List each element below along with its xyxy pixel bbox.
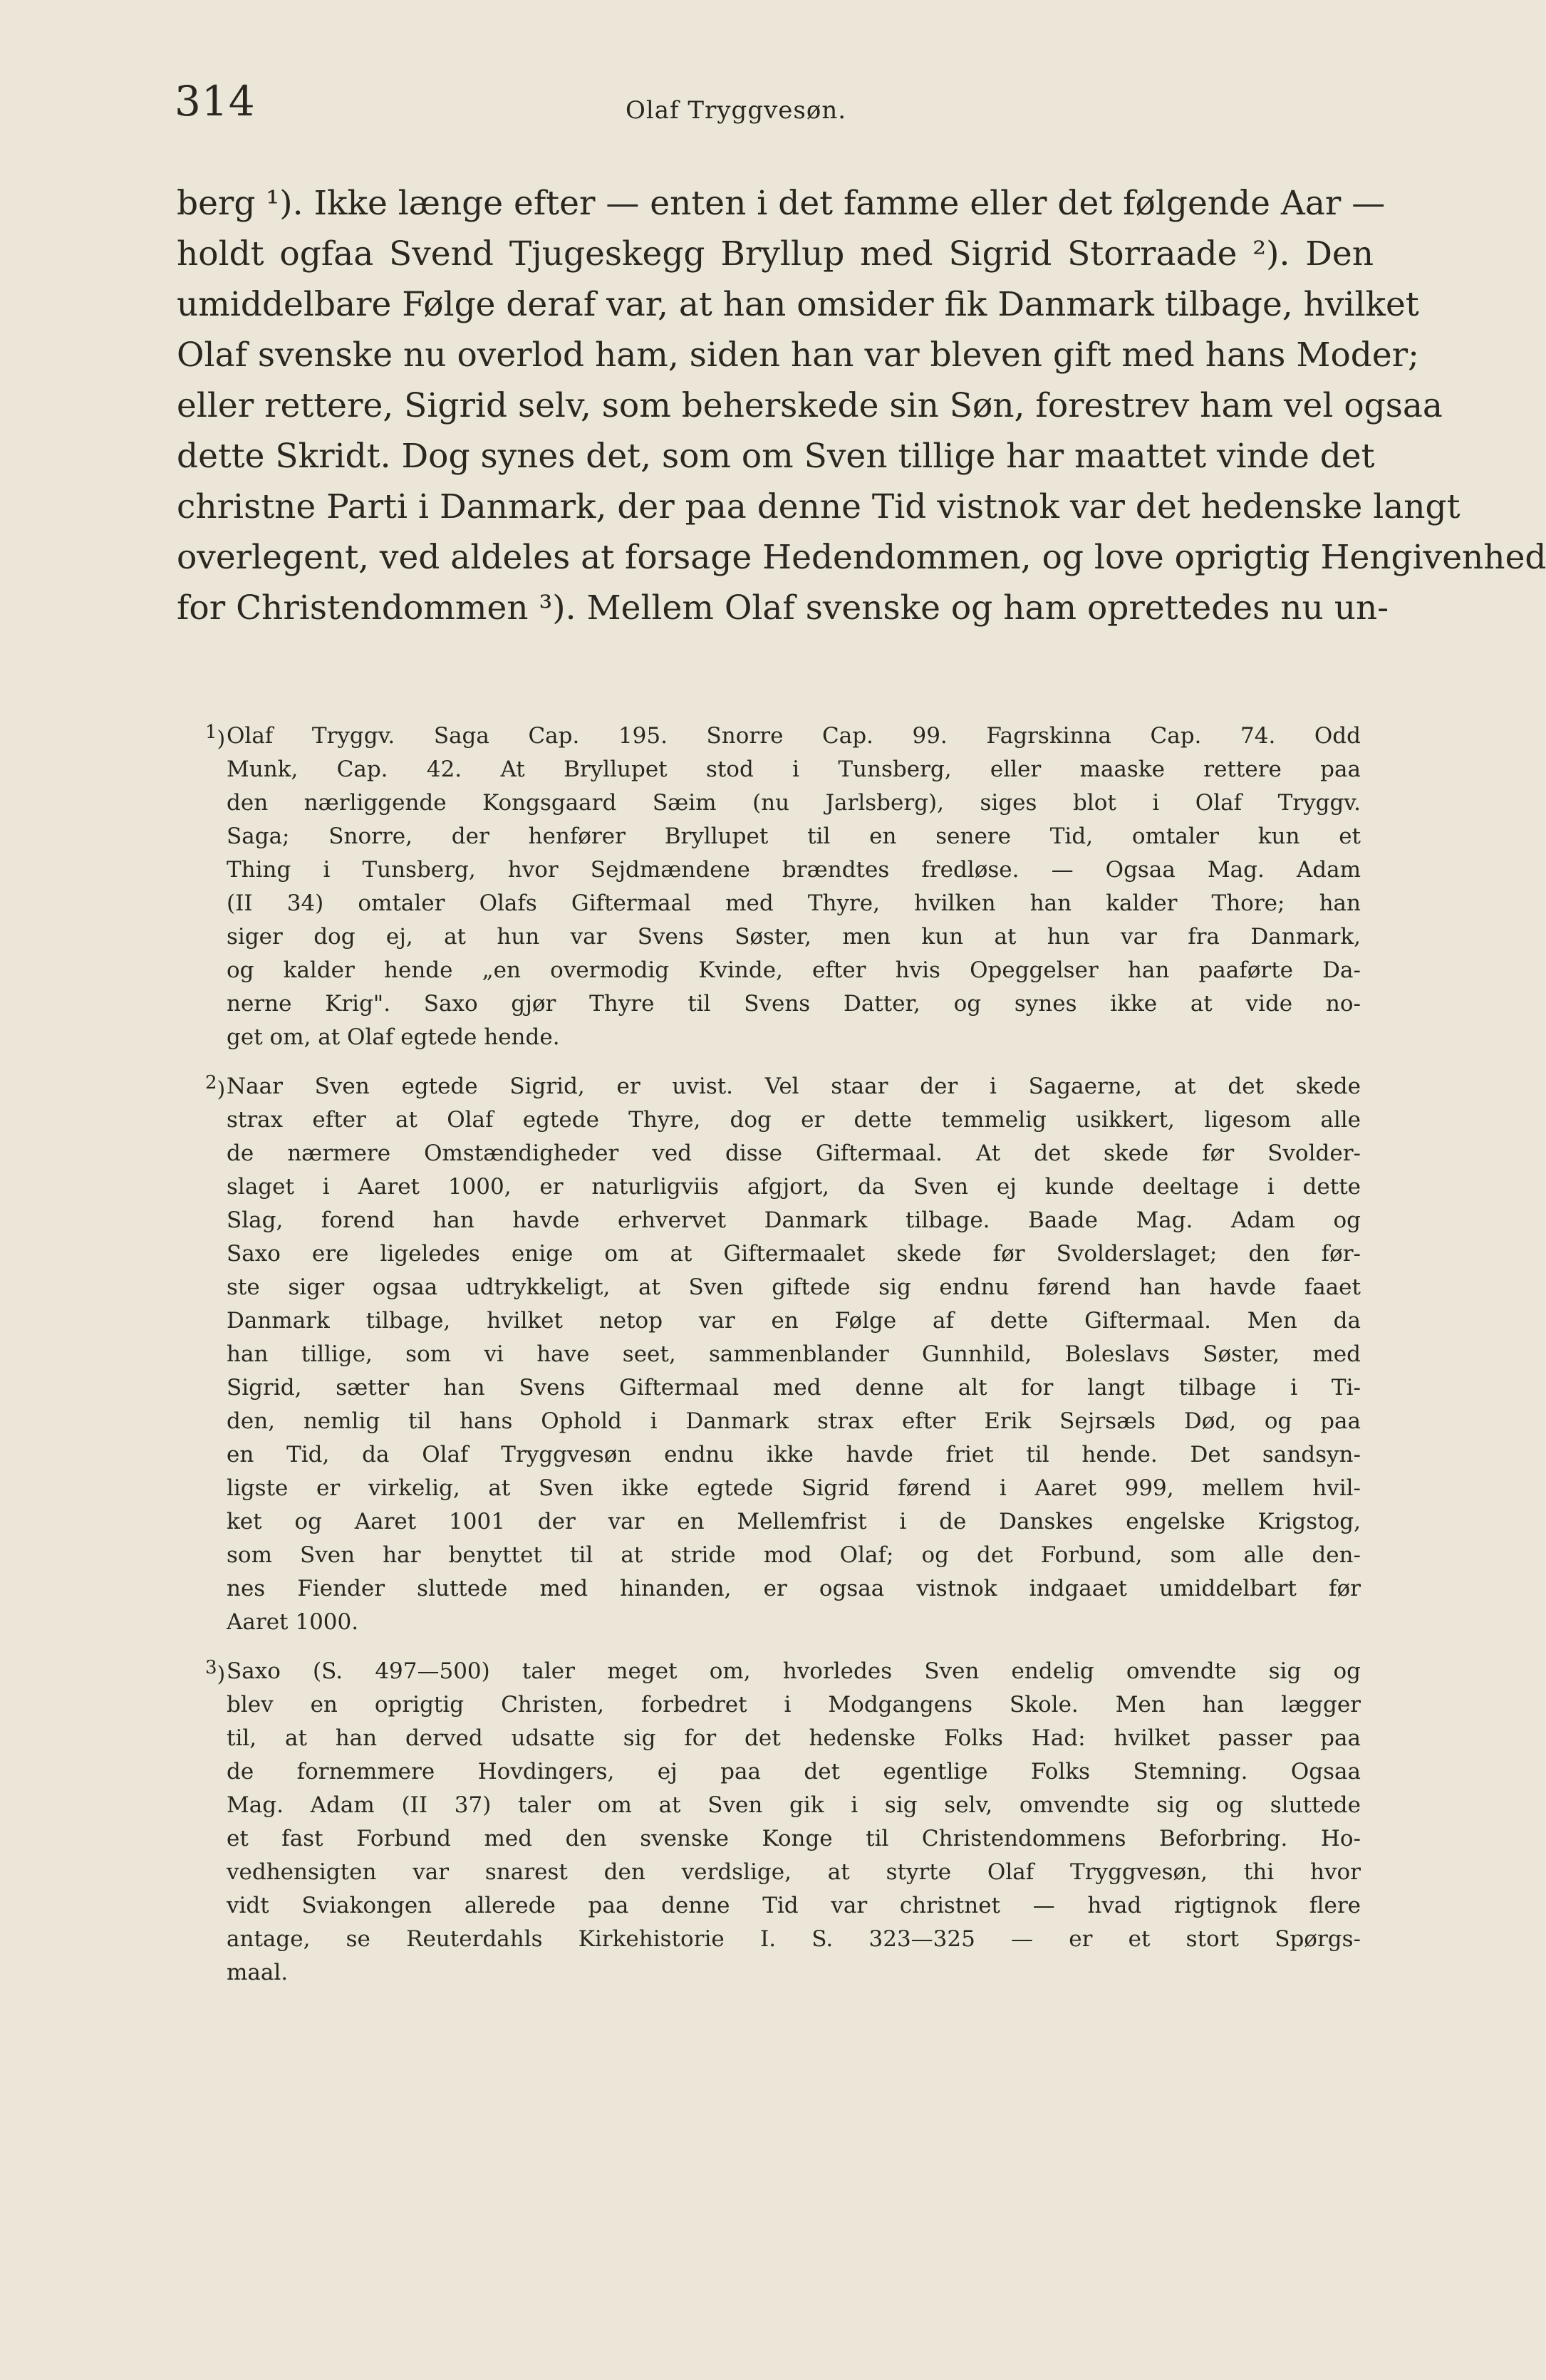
footnote-line: maal. [227,1960,289,1985]
footnote [205,1070,1361,1639]
footnote-line: antage, se Reuterdahls Kirkehistorie I. S. 323—325 — er et stort Spørgs- [227,1926,1361,1952]
text-line: holdt ogfaa Svend Tjugeskegg Bryllup med Sigrid Storraade ²). Den [177,234,1374,274]
footnote-line: (II 34) omtaler Olafs Giftermaal med Thyre, hvilken han kalder Thore; han [227,890,1361,916]
footnote-line: Aaret 1000. [227,1609,359,1635]
footnote-line: Munk, Cap. 42. At Bryllupet stod i Tunsberg, eller maaske rettere paa [227,757,1361,782]
footnote-line: som Sven har benyttet til at stride mod Olaf; og det Forbund, som alle den- [227,1542,1361,1568]
footnote-line: og kalder hende „en overmodig Kvinde, efter hvis Opeggelser han paaførte Da- [227,957,1361,983]
footnote-line: nes Fiender sluttede med hinanden, er ogsaa vistnok indgaaet umiddelbart før [227,1576,1361,1601]
text-line: umiddelbare Følge deraf var, at han omsider fik Danmark tilbage, hvilket [177,285,1419,324]
footnote-separator [177,684,1374,685]
footnote-marker: $^3$) [205,1657,226,1687]
footnote-line: ligste er virkelig, at Sven ikke egtede Sigrid førend i Aaret 999, mellem hvil- [227,1475,1361,1501]
footnote-line: nerne Krig". Saxo gjør Thyre til Svens Datter, og synes ikke at vide no- [227,991,1361,1017]
running-title: Olaf Tryggvesøn. [626,96,847,125]
footnote-line: ket og Aaret 1001 der var en Mellemfrist i de Danskes engelske Krigstog, [227,1509,1361,1534]
footnote-marker: $^1$) [205,722,226,752]
footnote-line: get om, at Olaf egtede hende. [227,1024,560,1050]
main-text [177,178,1546,633]
footnote-line: slaget i Aaret 1000, er naturligviis afgjort, da Sven ej kunde deeltage i dette [227,1174,1361,1200]
text-line: overlegent, ved aldeles at forsage Hedendommen, og love oprigtig Hengivenhed [177,538,1546,577]
footnote-line: ste siger ogsaa udtrykkeligt, at Sven giftede sig endnu førend han havde faaet [227,1274,1361,1300]
footnote-line: Slag, forend han havde erhvervet Danmark tilbage. Baade Mag. Adam og [227,1207,1361,1233]
text-line: Olaf svenske nu overlod ham, siden han var bleven gift med hans Moder; [177,336,1419,375]
footnote-line: vedhensigten var snarest den verdslige, at styrte Olaf Tryggvesøn, thi hvor [227,1859,1361,1885]
footnote-line: strax efter at Olaf egtede Thyre, dog er dette temmelig usikkert, ligesom alle [227,1107,1361,1133]
footnote-line: siger dog ej, at hun var Svens Søster, men kun at hun var fra Danmark, [227,924,1361,950]
footnote-line: Mag. Adam (II 37) taler om at Sven gik i sig selv, omvendte sig og sluttede [227,1792,1361,1818]
footnote-line: Danmark tilbage, hvilket netop var en Følge af dette Giftermaal. Men da [227,1308,1361,1334]
footnote-line: Saxo (S. 497—500) taler meget om, hvorledes Sven endelig omvendte sig og [227,1658,1361,1684]
footnote-line: Saga; Snorre, der henfører Bryllupet til en senere Tid, omtaler kun et [227,823,1361,849]
footnote-line: de fornemmere Hovdingers, ej paa det egentlige Folks Stemning. Ogsaa [227,1759,1361,1784]
footnote-line: et fast Forbund med den svenske Konge til Christendommens Beforbring. Ho- [227,1826,1361,1851]
footnote-marker: $^2$) [205,1072,226,1102]
text-line: berg ¹). Ikke længe efter — enten i det famme eller det følgende Aar — [177,184,1386,223]
footnote-line: han tillige, som vi have seet, sammenblander Gunnhild, Boleslavs Søster, med [227,1341,1361,1367]
footnote-line: Sigrid, sætter han Svens Giftermaal med denne alt for langt tilbage i Ti- [227,1375,1361,1401]
footnote-line: Naar Sven egtede Sigrid, er uvist. Vel staar der i Sagaerne, at det skede [227,1074,1361,1099]
page-number: 314 [175,77,256,125]
footnotes [205,719,1361,2005]
footnote [205,1655,1361,1990]
footnote-line: de nærmere Omstændigheder ved disse Giftermaal. At det skede før Svolder- [227,1140,1361,1166]
footnote-line: den nærliggende Kongsgaard Sæim (nu Jarlsberg), siges blot i Olaf Tryggv. [227,790,1361,816]
footnote-line: den, nemlig til hans Ophold i Danmark strax efter Erik Sejrsæls Død, og paa [227,1408,1361,1434]
footnote-line: til, at han derved udsatte sig for det hedenske Folks Had: hvilket passer paa [227,1725,1361,1751]
text-line: eller rettere, Sigrid selv, som beherskede sin Søn, forestrev ham vel ogsaa [177,386,1443,425]
footnote-line: en Tid, da Olaf Tryggvesøn endnu ikke havde friet til hende. Det sandsyn- [227,1442,1361,1467]
footnote-line: Saxo ere ligeledes enige om at Giftermaalet skede før Svolderslaget; den før- [227,1241,1361,1267]
footnote-line: blev en oprigtig Christen, forbedret i Modgangens Skole. Men han lægger [227,1692,1361,1718]
footnote-line: Thing i Tunsberg, hvor Sejdmændene brændtes fredløse. — Ogsaa Mag. Adam [227,857,1361,883]
text-line: christne Parti i Danmark, der paa denne Tid vistnok var det hedenske langt [177,487,1461,526]
footnote [205,719,1361,1054]
text-line: dette Skridt. Dog synes det, som om Sven tillige har maattet vinde det [177,437,1375,476]
text-line: for Christendommen ³). Mellem Olaf svenske og ham oprettedes nu un- [177,588,1389,628]
footnote-line: Olaf Tryggv. Saga Cap. 195. Snorre Cap. 99. Fagrskinna Cap. 74. Odd [227,723,1361,749]
footnote-line: vidt Sviakongen allerede paa denne Tid var christnet — hvad rigtignok flere [227,1893,1361,1918]
